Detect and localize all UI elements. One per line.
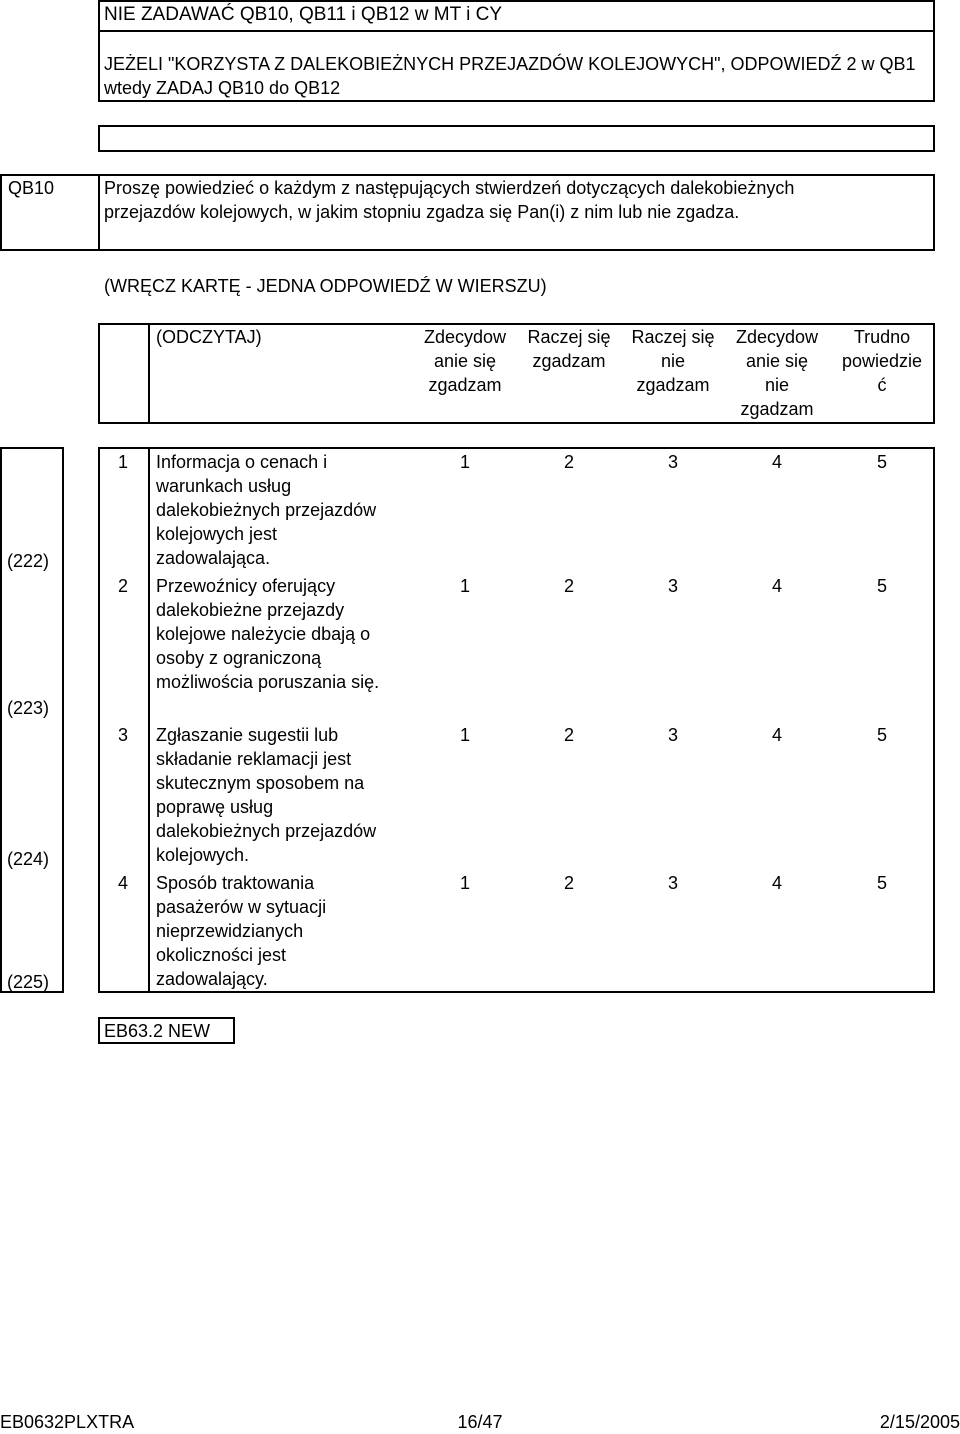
answer-code[interactable]: 5 [876, 452, 887, 472]
header-tend-disagree: Raczej się nie zgadzam [631, 327, 715, 395]
answer-code[interactable]: 5 [876, 873, 887, 893]
answer-code[interactable]: 3 [667, 452, 678, 472]
answer-code[interactable]: 3 [667, 725, 678, 745]
answer-code[interactable]: 2 [563, 873, 574, 893]
item-statement: Informacja o cenach i warunkach usług dalekobieżnych przejazdów kolejowych jest zadowalająca. [156, 452, 377, 568]
item-number: 4 [118, 873, 129, 893]
variable-codes-box [0, 447, 64, 993]
answer-code[interactable]: 1 [459, 873, 470, 893]
header-strongly-disagree: Zdecydow anie się nie zgadzam [735, 327, 819, 419]
source-tag: EB63.2 NEW [104, 1021, 211, 1041]
items-divider [148, 447, 150, 993]
answer-code[interactable]: 4 [771, 452, 782, 472]
answer-code[interactable]: 1 [459, 725, 470, 745]
item-number: 3 [118, 725, 129, 745]
var-code-224: (224) [7, 849, 50, 869]
answer-code[interactable]: 5 [876, 576, 887, 596]
read-label: (ODCZYTAJ) [156, 327, 262, 347]
answer-code[interactable]: 1 [459, 452, 470, 472]
header-strongly-agree: Zdecydow anie się zgadzam [423, 327, 507, 395]
answer-code[interactable]: 5 [876, 725, 887, 745]
header-tend-agree: Raczej się zgadzam [527, 327, 611, 371]
item-number: 2 [118, 576, 129, 596]
answer-code[interactable]: 2 [563, 576, 574, 596]
footer-date: 2/15/2005 [879, 1412, 960, 1432]
notice-divider [98, 30, 935, 32]
answer-code[interactable]: 4 [771, 576, 782, 596]
instruction: (WRĘCZ KARTĘ - JEDNA ODPOWIEDŹ W WIERSZU) [104, 276, 547, 296]
answer-code[interactable]: 2 [563, 725, 574, 745]
answer-code[interactable]: 3 [667, 873, 678, 893]
notice-line-1: NIE ZADAWAĆ QB10, QB11 i QB12 w MT i CY [104, 4, 503, 25]
header-dont-know: Trudno powiedzie ć [841, 327, 923, 395]
footer-doc-id: EB0632PLXTRA [0, 1412, 135, 1432]
question-code: QB10 [8, 178, 55, 198]
answer-code[interactable]: 3 [667, 576, 678, 596]
question-text: Proszę powiedzieć o każdym z następujących stwierdzeń dotyczących dalekobieżnych przejazdów kolejowych, w jakim stopniu zgadza się Pan(i) z nim lub nie zgadza. [104, 178, 795, 222]
answer-code[interactable]: 4 [771, 873, 782, 893]
var-code-222: (222) [7, 551, 50, 571]
var-code-225: (225) [7, 972, 50, 992]
item-number: 1 [118, 452, 129, 472]
notice-line-2: JEŻELI "KORZYSTA Z DALEKOBIEŻNYCH PRZEJAZDÓW KOLEJOWYCH", ODPOWIEDŹ 2 w QB1 wtedy ZADAJ QB10 do QB12 [104, 54, 916, 98]
header-divider [148, 323, 150, 424]
question-divider [98, 174, 100, 251]
answer-code[interactable]: 2 [563, 452, 574, 472]
item-statement: Sposób traktowania pasażerów w sytuacji nieprzewidzianych okoliczności jest zadowalający. [156, 873, 327, 989]
footer-page-number: 16/47 [457, 1412, 503, 1432]
answer-code[interactable]: 1 [459, 576, 470, 596]
empty-box [98, 125, 935, 152]
answer-code[interactable]: 4 [771, 725, 782, 745]
var-code-223: (223) [7, 698, 50, 718]
item-statement: Zgłaszanie sugestii lub składanie reklamacji jest skutecznym sposobem na poprawę usług dalekobieżnych przejazdów kolejowych. [156, 725, 377, 865]
item-statement: Przewoźnicy oferujący dalekobieżne przejazdy kolejowe należycie dbają o osoby z ograniczoną możliwościa poruszania się. [156, 576, 380, 692]
